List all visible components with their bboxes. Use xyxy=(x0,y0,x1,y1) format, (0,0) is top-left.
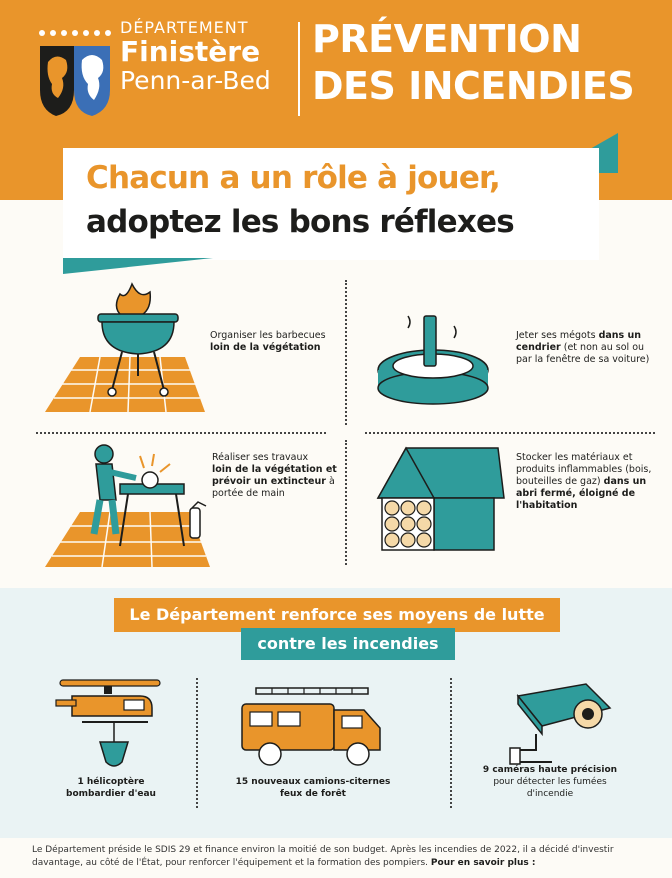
means-helicopter-caption xyxy=(56,776,166,800)
finistere-crest-logo xyxy=(36,28,114,118)
tip-barbecue xyxy=(210,330,340,354)
headline-line-1: Chacun a un rôle à jouer, xyxy=(86,160,500,196)
tip-storage xyxy=(516,452,656,512)
means-camera-bold: 9 caméras haute précision xyxy=(482,765,618,775)
divider-horizontal-right xyxy=(365,432,655,434)
department-name-block xyxy=(120,18,271,95)
headline-line-2: adoptez les bons réflexes xyxy=(86,204,514,240)
means-truck-caption xyxy=(228,776,398,800)
means-banner-line-2: contre les incendies xyxy=(241,628,455,660)
divider-vertical-top xyxy=(345,280,347,425)
means-camera-rest: pour détecter les fumées d'incendie xyxy=(493,777,607,799)
woodshed-illustration xyxy=(368,444,508,554)
tip-works-bold: loin de la végétation et prévoir un extincteur xyxy=(212,464,337,487)
means-truck-bold: 15 nouveaux camions-citernes feux de forêt xyxy=(235,777,391,799)
means-banner-line-1: Le Département renforce ses moyens de lutte xyxy=(114,598,560,632)
tip-barbecue-text: Organiser les barbecues xyxy=(210,330,326,341)
camera-icon xyxy=(506,678,616,768)
tip-ashtray xyxy=(516,330,656,366)
title-line-2: DES INCENDIES xyxy=(312,64,635,108)
tip-storage-bold: dans un abri fermé, éloigné de l'habitation xyxy=(516,476,647,511)
page-title xyxy=(312,16,634,110)
means-camera-caption xyxy=(476,764,624,800)
department-name: Finistère xyxy=(120,35,261,68)
department-label: DÉPARTEMENT xyxy=(120,18,249,37)
ashtray-illustration xyxy=(368,308,498,408)
means-helicopter-bold: 1 hélicoptère bombardier d'eau xyxy=(66,777,156,799)
title-line-1: PRÉVENTION xyxy=(312,17,582,61)
divider-vertical-bottom xyxy=(345,440,347,565)
tip-barbecue-bold: loin de la végétation xyxy=(210,342,321,353)
header-divider xyxy=(298,22,300,116)
tip-ashtray-text: Jeter ses mégots xyxy=(516,330,596,341)
divider-horizontal-left xyxy=(36,432,326,434)
means-divider-2 xyxy=(450,678,452,808)
welding-worker-illustration xyxy=(40,442,220,572)
helicopter-icon xyxy=(52,676,170,772)
tip-ashtray-bold: dans un cendrier xyxy=(516,330,642,353)
footer-more-info: Pour en savoir plus : xyxy=(430,858,536,868)
fire-truck-icon xyxy=(232,684,392,772)
tip-storage-text: Stocker les matériaux et produits inflammables (bois, bouteilles de gaz) xyxy=(516,452,652,487)
footer-text xyxy=(32,844,652,870)
tip-ashtray-after: (et non au sol ou par la fenêtre de sa voiture) xyxy=(516,342,650,365)
tip-works-text: Réaliser ses travaux xyxy=(212,452,309,463)
department-subname: Penn-ar-Bed xyxy=(120,66,271,95)
tip-works-after: à portée de main xyxy=(212,476,335,499)
footer-paragraph: Le Département préside le SDIS 29 et finance environ la moitié de son budget. Après les incendies de 2022, il a décidé d'investir davantage, au côté de l'État, pour renforcer l'équipement et la formation des pompiers. xyxy=(32,845,614,868)
means-divider-1 xyxy=(196,678,198,808)
tip-works xyxy=(212,452,342,500)
barbecue-illustration xyxy=(40,272,210,417)
